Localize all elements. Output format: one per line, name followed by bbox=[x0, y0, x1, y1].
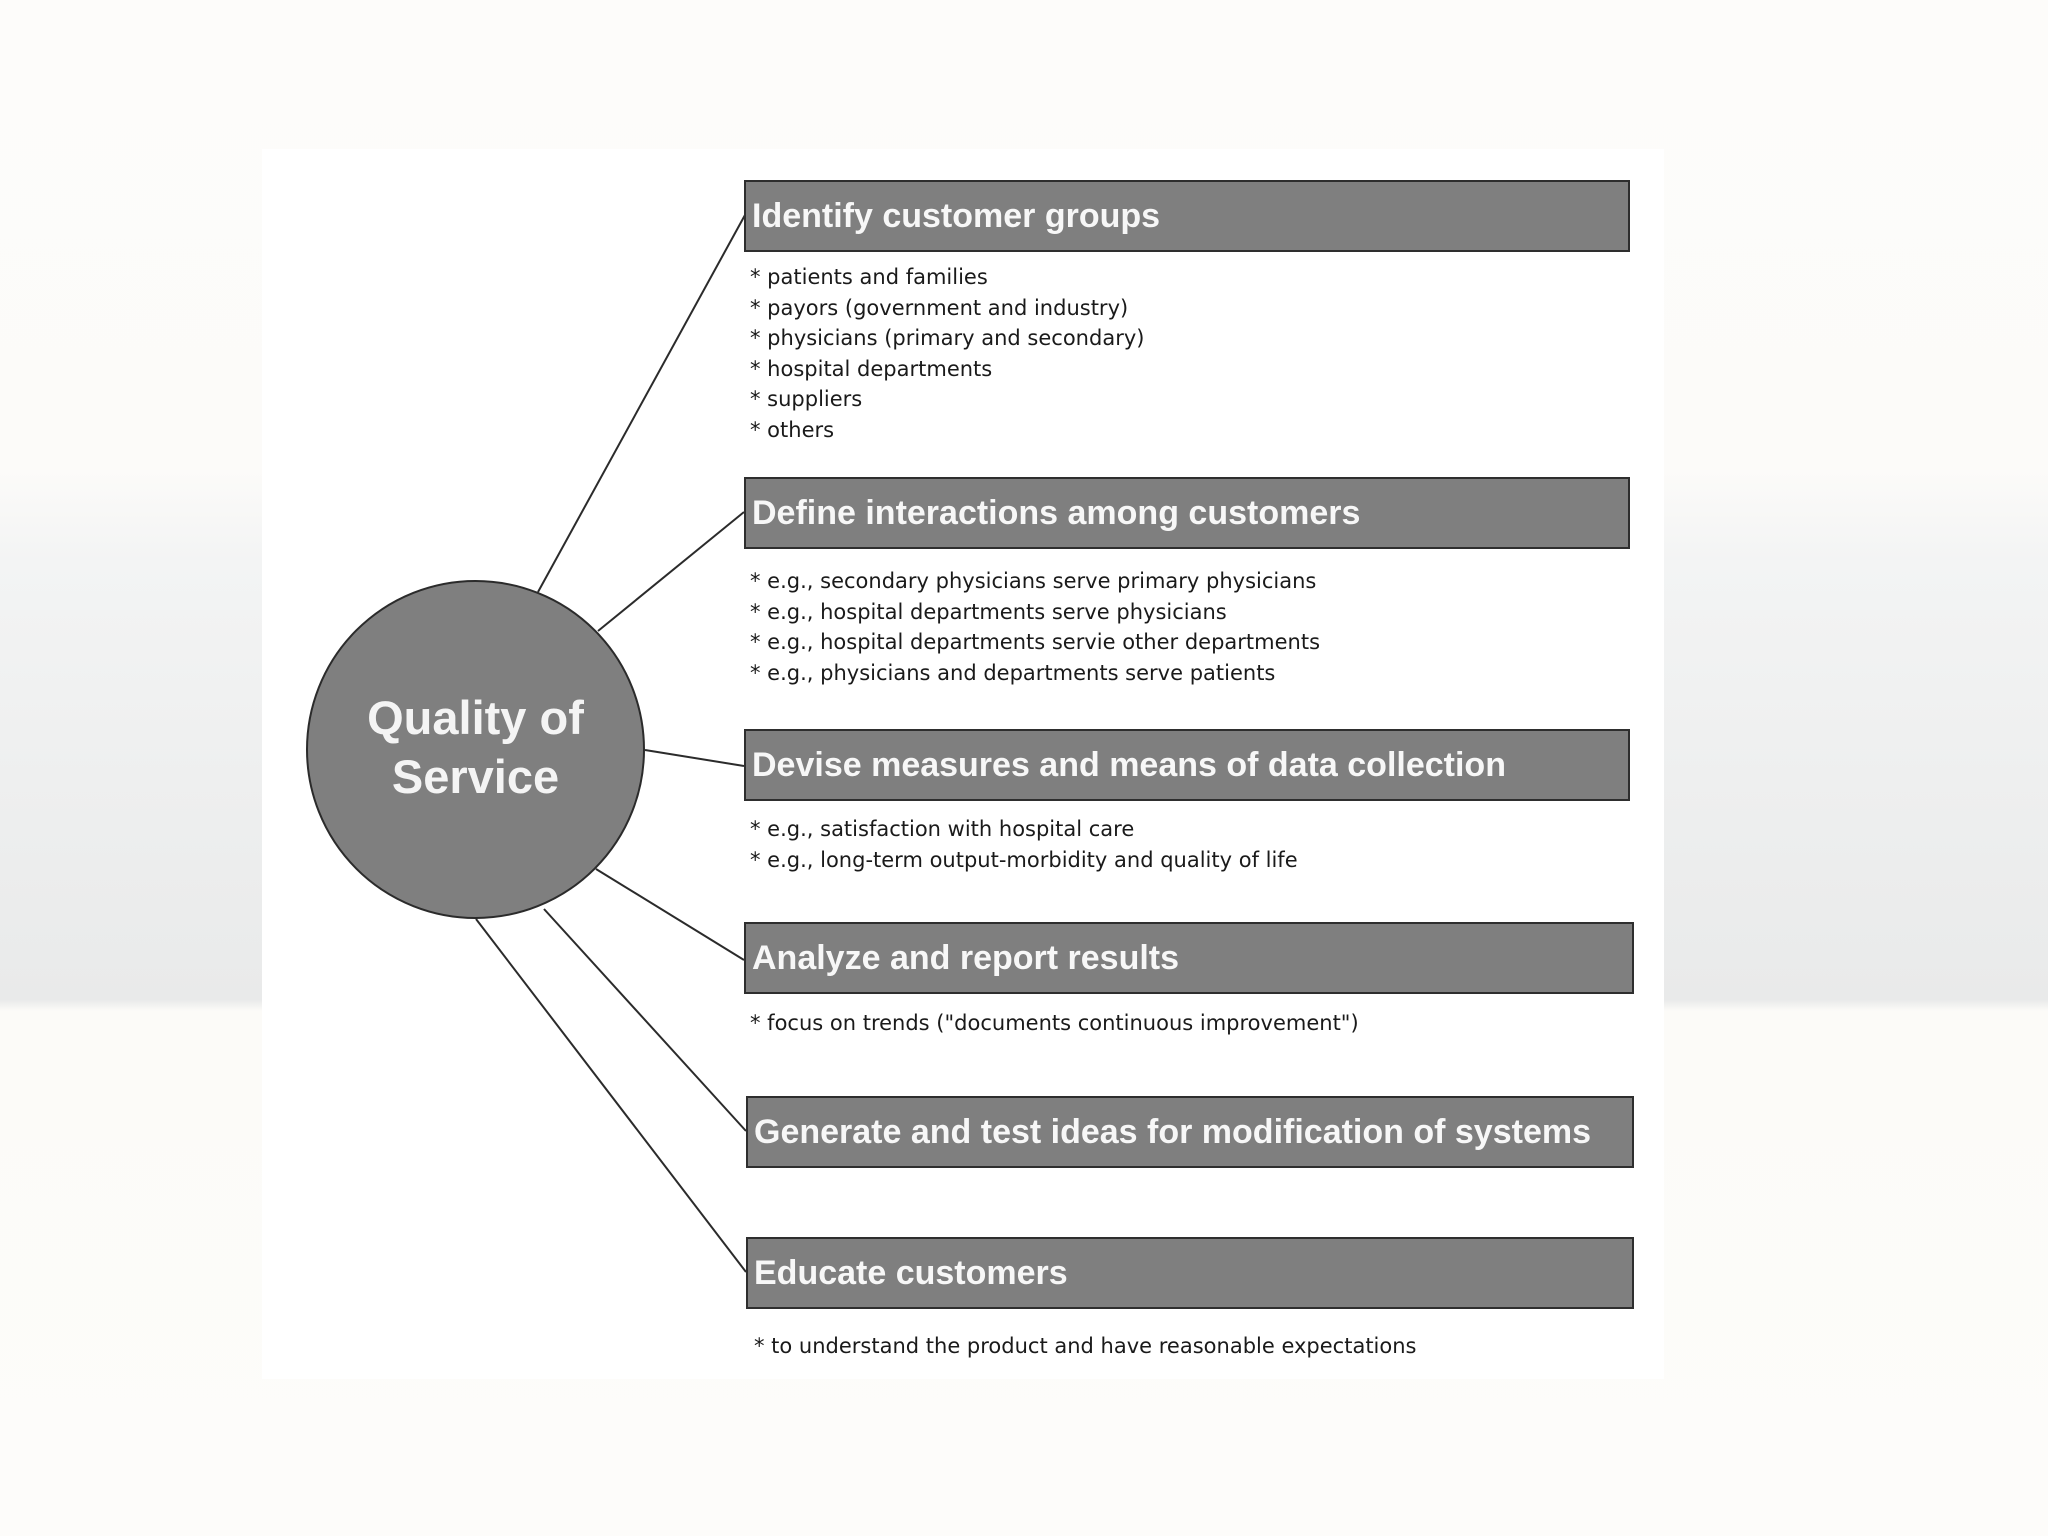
connector-line-6 bbox=[476, 919, 746, 1272]
list-item: * e.g., hospital departments serve physicians bbox=[750, 599, 1227, 624]
list-item: * to understand the product and have reasonable expectations bbox=[754, 1334, 1417, 1358]
list-item: * physicians (primary and secondary) bbox=[750, 326, 1145, 350]
list-item: * focus on trends ("documents continuous improvement") bbox=[750, 1011, 1359, 1035]
connector-line-3 bbox=[645, 750, 744, 766]
connector-line-2 bbox=[598, 512, 744, 631]
list-item: * payors (government and industry) bbox=[750, 295, 1129, 320]
connector-line-4 bbox=[596, 869, 744, 960]
quality-of-service-circle bbox=[306, 580, 645, 919]
list-item: * e.g., secondary physicians serve primary physicians bbox=[750, 569, 1317, 593]
center-title: Quality of Service bbox=[367, 690, 584, 803]
step-box-generate-test-ideas: Generate and test ideas for modification of systems bbox=[746, 1096, 1634, 1168]
step-notes-define-interactions bbox=[750, 566, 1320, 688]
list-item: * hospital departments bbox=[750, 356, 993, 381]
step-box-define-interactions: Define interactions among customers bbox=[744, 477, 1630, 549]
step-box-identify-customer-groups: Identify customer groups bbox=[744, 180, 1630, 252]
step-box-educate-customers: Educate customers bbox=[746, 1237, 1634, 1309]
list-item: * e.g., long-term output-morbidity and quality of life bbox=[750, 847, 1298, 872]
list-item: * patients and families bbox=[750, 265, 988, 289]
list-item: * e.g., hospital departments servie other departments bbox=[750, 630, 1321, 654]
step-box-analyze-report: Analyze and report results bbox=[744, 922, 1634, 994]
list-item: * suppliers bbox=[750, 387, 863, 411]
list-item: * e.g., satisfaction with hospital care bbox=[750, 817, 1135, 841]
step-box-devise-measures: Devise measures and means of data collection bbox=[744, 729, 1630, 801]
step-notes-analyze-report bbox=[750, 1008, 1359, 1039]
step-notes-devise-measures bbox=[750, 814, 1298, 875]
step-notes-identify-customer-groups bbox=[750, 262, 1144, 445]
list-item: * others bbox=[750, 417, 835, 442]
step-notes-educate-customers bbox=[754, 1331, 1417, 1362]
list-item: * e.g., physicians and departments serve patients bbox=[750, 660, 1276, 685]
